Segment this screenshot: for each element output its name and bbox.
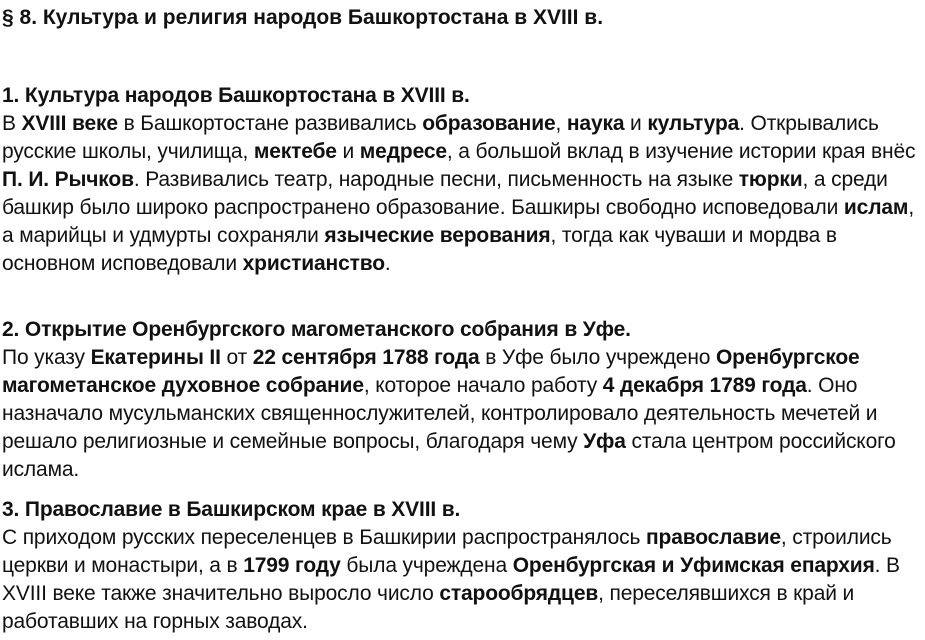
bold-term: языческие верования	[324, 224, 551, 247]
bold-term: 4 декабря 1789 года	[602, 374, 807, 397]
section-body: В XVIII веке в Башкортостане развивались образование, наука и культура. Открывались русские школы, училища, мектебе и медресе, а большой вклад в изучение истории края внёс П. И. Рычков. Развивались театр, народные песни, письменность на языке тюрки, а среди башкир было широко распространено образование. Башкиры свободно исповедовали ислам, а марийцы и удмурты сохраняли языческие верования, тогда как чуваши и мордва в основном исповедовали христианство.	[2, 112, 916, 275]
bold-term: Оренбургская и Уфимская епархия	[512, 554, 875, 577]
section-heading: 2. Открытие Оренбургского магометанского собрания в Уфе.	[2, 318, 631, 341]
section-muftiate	[2, 316, 923, 484]
section-orthodoxy	[2, 496, 923, 636]
bold-term: культура	[647, 112, 740, 135]
section-heading: 1. Культура народов Башкортостана в XVIII в.	[2, 84, 470, 107]
bold-term: мектебе	[253, 140, 337, 163]
bold-term: наука	[566, 112, 625, 135]
bold-term: Екатерины II	[90, 346, 221, 369]
bold-term: 1799 году	[243, 554, 341, 577]
section-heading: 3. Православие в Башкирском крае в XVIII в.	[2, 498, 461, 521]
bold-term: ислам	[843, 196, 909, 219]
bold-term: Уфа	[583, 430, 626, 453]
bold-term: христианство	[242, 252, 385, 275]
bold-term: тюрки	[738, 168, 803, 191]
bold-term: медресе	[359, 140, 447, 163]
bold-term: Оренбургское магометанское духовное собрание	[2, 346, 860, 397]
bold-term: православие	[645, 526, 781, 549]
section-culture	[2, 82, 923, 278]
section-body: С приходом русских переселенцев в Башкирии распространялось православие, строились церкви и монастыри, а в 1799 году была учреждена Оренбургская и Уфимская епархия. В XVIII веке также значительно выросло число старообрядцев, переселявшихся в край и работавших на горных заводах.	[2, 526, 900, 633]
section-body: По указу Екатерины II от 22 сентября 1788 года в Уфе было учреждено Оренбургское магометанское духовное собрание, которое начало работу 4 декабря 1789 года. Оно назначало мусульманских священнослужителей, контролировало деятельность мечетей и решало религиозные и семейные вопросы, благодаря чему Уфа стала центром российского ислама.	[2, 346, 896, 481]
bold-term: XVIII веке	[21, 112, 118, 135]
document-page	[2, 0, 923, 633]
bold-term: 22 сентября 1788 года	[252, 346, 480, 369]
bold-term: образование	[422, 112, 556, 135]
page-title: § 8. Культура и религия народов Башкортостана в XVIII в.	[2, 6, 604, 29]
bold-term: П. И. Рычков	[2, 168, 134, 191]
bold-term: старообрядцев	[439, 582, 599, 605]
